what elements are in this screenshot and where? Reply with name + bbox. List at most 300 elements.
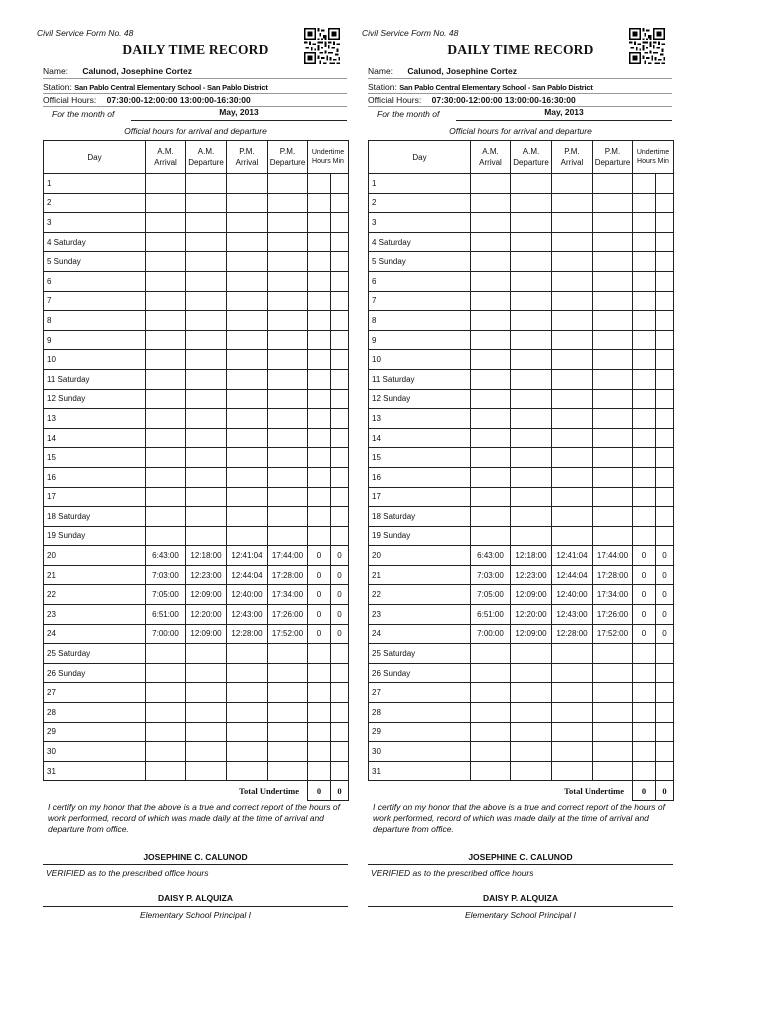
am-in-cell (471, 213, 511, 233)
hrs-cell (633, 409, 656, 429)
am-out-cell (186, 722, 227, 742)
pm-in-cell (552, 761, 593, 781)
pm-in-cell: 12:41:04 (552, 546, 593, 566)
day-cell: 3 (369, 213, 471, 233)
hrs-cell (633, 644, 656, 664)
min-cell (656, 742, 674, 762)
am-in-cell (146, 193, 186, 213)
pm-out-cell (268, 291, 308, 311)
table-row (369, 487, 674, 507)
total-min: 0 (656, 781, 674, 801)
header-text: A.M. (197, 147, 215, 156)
pm-out-cell: 17:26:00 (268, 605, 308, 625)
hrs-cell (633, 722, 656, 742)
day-cell: 4 Saturday (369, 232, 471, 252)
pm-in-cell (227, 683, 268, 703)
hrs-cell (633, 369, 656, 389)
pm-in-cell (227, 467, 268, 487)
am-out-cell (186, 271, 227, 291)
min-cell (656, 526, 674, 546)
pm-out-cell (593, 409, 633, 429)
table-row (44, 330, 349, 350)
am-out-cell (186, 526, 227, 546)
table-row (369, 703, 674, 723)
pm-out-cell: 17:28:00 (593, 565, 633, 585)
header-text: Arrival (560, 158, 584, 167)
hrs-cell: 0 (308, 585, 331, 605)
pm-in-cell (552, 232, 593, 252)
am-out-cell: 12:09:00 (186, 585, 227, 605)
principal-position: Elementary School Principal I (139, 910, 252, 920)
hrs-cell (308, 252, 331, 272)
hrs-cell: 0 (633, 565, 656, 585)
am-out-cell (186, 663, 227, 683)
table-row (369, 644, 674, 664)
pm-in-cell (552, 409, 593, 429)
am-in-cell (146, 409, 186, 429)
day-cell: 5 Sunday (44, 252, 146, 272)
am-in-cell: 7:00:00 (471, 624, 511, 644)
hrs-cell (308, 350, 331, 370)
day-cell: 15 (369, 448, 471, 468)
table-header (44, 141, 349, 174)
table-row (369, 663, 674, 683)
hrs-cell (308, 232, 331, 252)
pm-out-cell (268, 683, 308, 703)
pm-in-cell (227, 271, 268, 291)
hrs-cell (633, 271, 656, 291)
station-label: Station: (43, 82, 72, 92)
min-cell (331, 428, 349, 448)
min-cell (331, 507, 349, 527)
pm-in-cell (227, 663, 268, 683)
hrs-cell (308, 291, 331, 311)
pm-out-cell (593, 428, 633, 448)
pm-out-cell (593, 644, 633, 664)
am-out-cell: 12:20:00 (511, 605, 552, 625)
hrs-cell: 0 (633, 585, 656, 605)
table-row (44, 546, 349, 566)
am-out-cell (511, 507, 552, 527)
pm-in-cell (552, 330, 593, 350)
am-out-cell (186, 507, 227, 527)
pm-in-cell (552, 193, 593, 213)
pm-in-cell (227, 213, 268, 233)
min-cell: 0 (656, 605, 674, 625)
signature-line (43, 864, 348, 865)
pm-in-cell (227, 330, 268, 350)
min-cell (331, 174, 349, 194)
table-row (369, 683, 674, 703)
header-am-arrival (146, 141, 186, 174)
am-out-cell (186, 448, 227, 468)
min-cell (331, 271, 349, 291)
day-cell: 20 (44, 546, 146, 566)
hrs-cell: 0 (308, 624, 331, 644)
min-cell (331, 409, 349, 429)
pm-in-cell (227, 232, 268, 252)
am-out-cell (186, 213, 227, 233)
table-row (44, 663, 349, 683)
pm-out-cell (593, 761, 633, 781)
pm-in-cell (552, 311, 593, 331)
min-cell (331, 448, 349, 468)
min-cell: 0 (331, 565, 349, 585)
am-in-cell (471, 742, 511, 762)
table-row (369, 428, 674, 448)
pm-in-cell (552, 213, 593, 233)
station-row (43, 82, 268, 92)
signature-line (43, 906, 348, 907)
hrs-cell: 0 (308, 546, 331, 566)
am-out-cell (186, 644, 227, 664)
hrs-cell (308, 487, 331, 507)
day-cell: 9 (44, 330, 146, 350)
pm-in-cell: 12:43:00 (227, 605, 268, 625)
station-value: San Pablo Central Elementary School - San Pablo District (74, 83, 268, 92)
day-cell: 31 (369, 761, 471, 781)
min-cell (331, 683, 349, 703)
am-in-cell (146, 330, 186, 350)
table-row (369, 174, 674, 194)
day-cell: 8 (44, 311, 146, 331)
min-cell (656, 252, 674, 272)
am-out-cell (511, 663, 552, 683)
pm-in-cell (227, 252, 268, 272)
pm-out-cell: 17:52:00 (593, 624, 633, 644)
am-in-cell (471, 487, 511, 507)
min-cell (656, 703, 674, 723)
hrs-cell (308, 330, 331, 350)
table-row (369, 291, 674, 311)
hours-value: 07:30:00-12:00:00 13:00:00-16:30:00 (431, 95, 576, 105)
pm-in-cell (227, 389, 268, 409)
am-in-cell: 7:05:00 (146, 585, 186, 605)
min-cell (331, 369, 349, 389)
table-row (44, 311, 349, 331)
min-cell (656, 232, 674, 252)
am-out-cell (186, 232, 227, 252)
pm-in-cell (552, 507, 593, 527)
hours-row (368, 95, 576, 105)
min-cell (656, 193, 674, 213)
pm-out-cell (268, 350, 308, 370)
header-text: P.M. (564, 147, 580, 156)
am-in-cell (146, 428, 186, 448)
day-cell: 23 (369, 605, 471, 625)
pm-out-cell (268, 409, 308, 429)
am-out-cell: 12:18:00 (186, 546, 227, 566)
min-cell (656, 663, 674, 683)
min-cell: 0 (331, 546, 349, 566)
header-text: Departure (269, 158, 306, 167)
pm-in-cell (552, 389, 593, 409)
pm-out-cell (268, 761, 308, 781)
am-in-cell (146, 663, 186, 683)
header-day-label: Day (87, 152, 102, 162)
am-out-cell (186, 761, 227, 781)
pm-in-cell (552, 467, 593, 487)
am-in-cell (146, 487, 186, 507)
table-row (44, 761, 349, 781)
am-in-cell: 6:51:00 (471, 605, 511, 625)
pm-out-cell (268, 311, 308, 331)
table-row (44, 605, 349, 625)
day-cell: 27 (44, 683, 146, 703)
pm-out-cell (593, 487, 633, 507)
hours-label: Official Hours: (368, 95, 422, 105)
hrs-cell (308, 409, 331, 429)
official-hours-note: Official hours for arrival and departure (449, 126, 592, 136)
table-row (44, 703, 349, 723)
form-number: Civil Service Form No. 48 (362, 28, 459, 38)
min-cell (656, 291, 674, 311)
hrs-cell (308, 644, 331, 664)
table-row (44, 448, 349, 468)
employee-signature: JOSEPHINE C. CALUNOD (143, 852, 248, 862)
pm-out-cell (268, 467, 308, 487)
pm-in-cell (227, 722, 268, 742)
am-in-cell (471, 409, 511, 429)
header-text: Arrival (479, 158, 502, 167)
station-label: Station: (368, 82, 397, 92)
header-pm-arrival (552, 141, 593, 174)
table-row (369, 565, 674, 585)
day-cell: 11 Saturday (369, 369, 471, 389)
day-cell: 7 (369, 291, 471, 311)
day-cell: 9 (369, 330, 471, 350)
pm-in-cell: 12:44:04 (227, 565, 268, 585)
table-row (44, 174, 349, 194)
am-in-cell (471, 526, 511, 546)
pm-in-cell (552, 742, 593, 762)
header-text: A.M. (522, 147, 540, 156)
pm-out-cell (593, 311, 633, 331)
pm-in-cell (552, 350, 593, 370)
am-out-cell: 12:18:00 (511, 546, 552, 566)
hours-value: 07:30:00-12:00:00 13:00:00-16:30:00 (106, 95, 251, 105)
am-out-cell (511, 409, 552, 429)
hrs-cell (633, 526, 656, 546)
min-cell (656, 330, 674, 350)
am-out-cell (511, 350, 552, 370)
divider (368, 78, 672, 79)
pm-in-cell (227, 291, 268, 311)
hours-label: Official Hours: (43, 95, 97, 105)
am-out-cell (511, 487, 552, 507)
header-day (369, 141, 471, 174)
table-row (369, 311, 674, 331)
min-cell: 0 (331, 605, 349, 625)
am-in-cell: 7:03:00 (471, 565, 511, 585)
pm-out-cell (268, 232, 308, 252)
am-in-cell (146, 742, 186, 762)
am-in-cell (146, 526, 186, 546)
day-cell: 19 Sunday (44, 526, 146, 546)
header-text: Undertime (311, 149, 345, 156)
hrs-cell (633, 761, 656, 781)
day-cell: 16 (369, 467, 471, 487)
hrs-cell (308, 389, 331, 409)
am-in-cell (146, 369, 186, 389)
pm-in-cell (552, 271, 593, 291)
day-cell: 12 Sunday (44, 389, 146, 409)
header-day (44, 141, 146, 174)
table-row (44, 585, 349, 605)
min-cell (331, 252, 349, 272)
am-in-cell (146, 761, 186, 781)
month-value: May, 2013 (131, 107, 347, 121)
am-out-cell: 12:23:00 (511, 565, 552, 585)
pm-in-cell: 12:28:00 (552, 624, 593, 644)
min-cell (331, 703, 349, 723)
hrs-cell: 0 (633, 624, 656, 644)
pm-out-cell (268, 742, 308, 762)
pm-in-cell: 12:28:00 (227, 624, 268, 644)
am-in-cell (146, 644, 186, 664)
pm-out-cell (593, 742, 633, 762)
am-out-cell (186, 291, 227, 311)
principal-signature: DAISY P. ALQUIZA (158, 893, 233, 903)
hrs-cell (633, 389, 656, 409)
pm-in-cell (552, 526, 593, 546)
min-cell (331, 742, 349, 762)
am-out-cell (511, 213, 552, 233)
am-out-cell (186, 428, 227, 448)
pm-out-cell (268, 271, 308, 291)
hrs-cell (308, 467, 331, 487)
header-text: A.M. (482, 147, 499, 156)
table-row (44, 722, 349, 742)
day-cell: 17 (369, 487, 471, 507)
am-out-cell (511, 330, 552, 350)
day-cell: 24 (369, 624, 471, 644)
am-in-cell (146, 350, 186, 370)
am-in-cell (471, 663, 511, 683)
min-cell (331, 311, 349, 331)
hrs-cell (308, 369, 331, 389)
min-cell (656, 409, 674, 429)
am-in-cell (146, 722, 186, 742)
am-in-cell (146, 311, 186, 331)
hours-row (43, 95, 251, 105)
am-out-cell (511, 291, 552, 311)
am-out-cell (186, 487, 227, 507)
hrs-cell (633, 291, 656, 311)
name-row (43, 66, 192, 76)
am-out-cell: 12:09:00 (186, 624, 227, 644)
pm-in-cell (552, 428, 593, 448)
pm-out-cell (593, 722, 633, 742)
pm-in-cell (227, 487, 268, 507)
pm-out-cell: 17:44:00 (593, 546, 633, 566)
day-cell: 22 (369, 585, 471, 605)
header-am-arrival (471, 141, 511, 174)
pm-out-cell (268, 174, 308, 194)
day-cell: 30 (369, 742, 471, 762)
pm-in-cell (552, 487, 593, 507)
am-out-cell (511, 232, 552, 252)
am-out-cell (511, 174, 552, 194)
min-cell (656, 311, 674, 331)
table-row (44, 624, 349, 644)
am-out-cell (511, 311, 552, 331)
am-out-cell (511, 389, 552, 409)
header-undertime (633, 141, 674, 174)
qr-code-icon (629, 28, 665, 64)
header-am-departure (186, 141, 227, 174)
pm-in-cell: 12:40:00 (227, 585, 268, 605)
table-row (44, 213, 349, 233)
hrs-cell (633, 350, 656, 370)
day-cell: 7 (44, 291, 146, 311)
form-title: DAILY TIME RECORD (122, 42, 269, 57)
pm-out-cell: 17:52:00 (268, 624, 308, 644)
day-cell: 28 (44, 703, 146, 723)
pm-out-cell (593, 369, 633, 389)
am-in-cell: 6:43:00 (146, 546, 186, 566)
form-title: DAILY TIME RECORD (447, 42, 594, 57)
hrs-cell (308, 174, 331, 194)
hrs-cell (633, 467, 656, 487)
table-row (369, 409, 674, 429)
header-text: Departure (513, 158, 549, 167)
name-label: Name: (43, 66, 69, 76)
table-row (369, 330, 674, 350)
qr-code-icon (304, 28, 340, 64)
pm-in-cell: 12:44:04 (552, 565, 593, 585)
day-cell: 3 (44, 213, 146, 233)
pm-out-cell (593, 467, 633, 487)
pm-out-cell (268, 389, 308, 409)
table-row (44, 369, 349, 389)
pm-out-cell (268, 526, 308, 546)
day-cell: 2 (44, 193, 146, 213)
am-in-cell (471, 467, 511, 487)
day-cell: 20 (369, 546, 471, 566)
pm-out-cell: 17:44:00 (268, 546, 308, 566)
day-cell: 11 Saturday (44, 369, 146, 389)
am-in-cell (471, 271, 511, 291)
pm-out-cell (268, 644, 308, 664)
am-in-cell (471, 369, 511, 389)
pm-out-cell: 17:34:00 (268, 585, 308, 605)
table-row (44, 291, 349, 311)
pm-out-cell: 17:28:00 (268, 565, 308, 585)
am-out-cell: 12:20:00 (186, 605, 227, 625)
hrs-cell (308, 213, 331, 233)
table-row (44, 409, 349, 429)
am-in-cell (146, 389, 186, 409)
table-row (369, 742, 674, 762)
hrs-cell (308, 507, 331, 527)
pm-out-cell (593, 663, 633, 683)
pm-in-cell (552, 722, 593, 742)
min-cell (656, 174, 674, 194)
min-cell (331, 213, 349, 233)
min-cell (656, 487, 674, 507)
total-hours: 0 (633, 781, 656, 801)
pm-out-cell (268, 252, 308, 272)
day-cell: 26 Sunday (369, 663, 471, 683)
min-cell: 0 (331, 624, 349, 644)
day-cell: 12 Sunday (369, 389, 471, 409)
pm-out-cell (268, 369, 308, 389)
hrs-cell (308, 742, 331, 762)
total-min: 0 (331, 781, 349, 801)
day-cell: 18 Saturday (369, 507, 471, 527)
hrs-cell (633, 193, 656, 213)
